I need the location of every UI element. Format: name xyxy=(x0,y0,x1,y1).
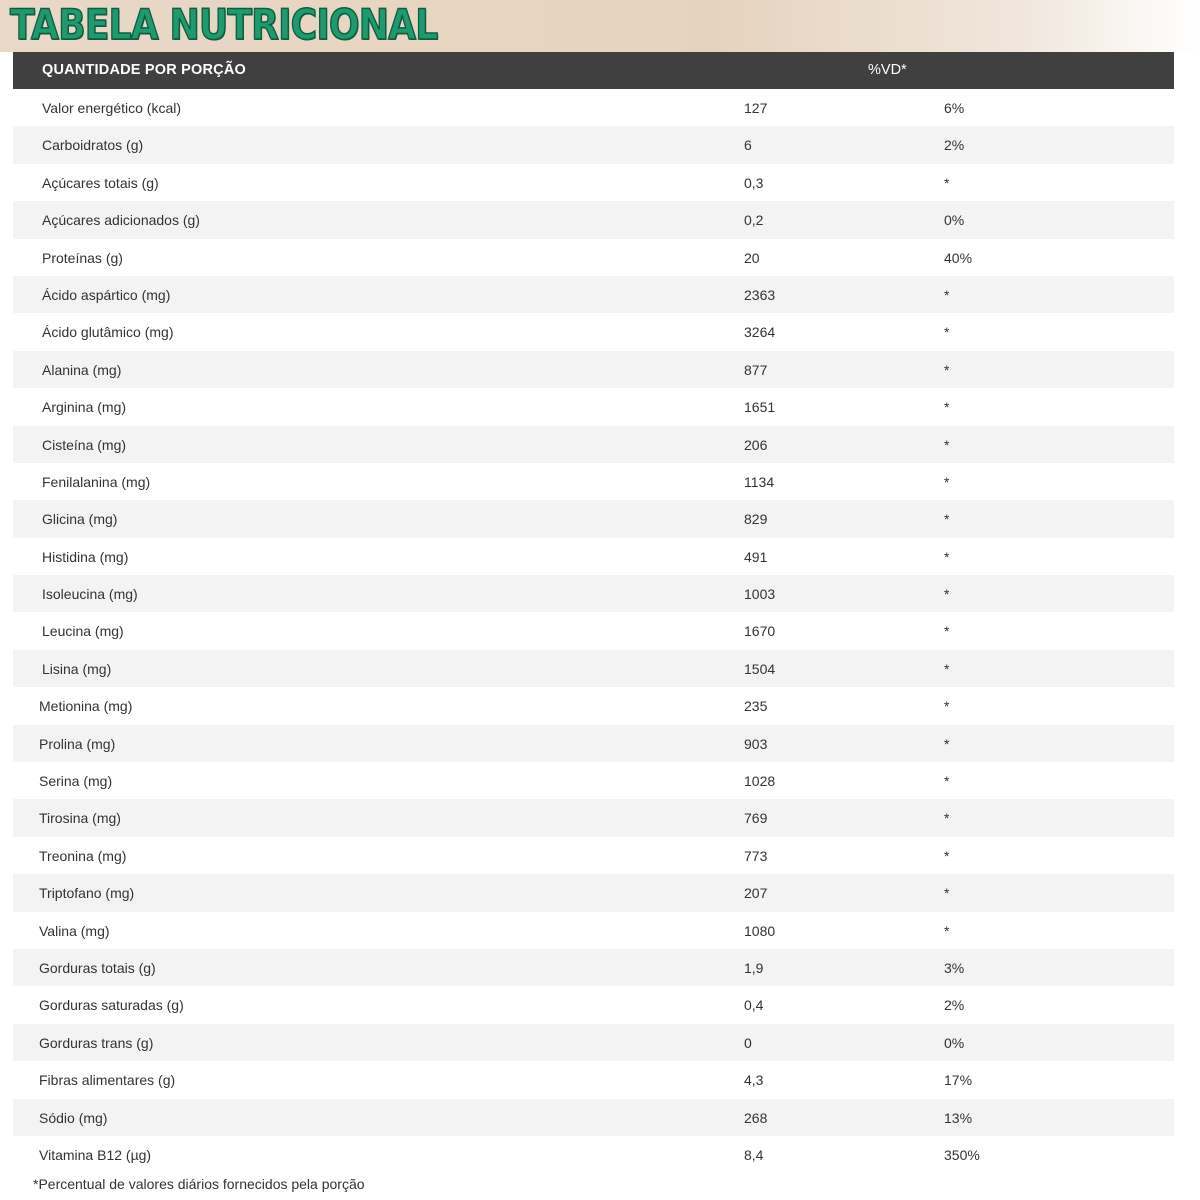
nutrient-name: Gorduras totais (g) xyxy=(39,959,156,976)
nutrient-quantity: 206 xyxy=(744,436,768,453)
nutrient-name: Prolina (mg) xyxy=(39,735,116,752)
nutrient-daily-value: 17% xyxy=(944,1072,973,1089)
nutrient-quantity: 4,3 xyxy=(744,1072,764,1089)
page-title: TABELA NUTRICIONAL xyxy=(10,0,438,49)
nutrient-name: Carboidratos (g) xyxy=(42,137,144,154)
table-row xyxy=(13,874,1174,911)
nutrient-quantity: 769 xyxy=(744,810,768,827)
nutrient-quantity: 1,9 xyxy=(744,959,764,976)
nutrient-daily-value: * xyxy=(944,623,950,640)
table-row xyxy=(13,126,1174,163)
nutrient-name: Treonina (mg) xyxy=(39,847,127,864)
nutrient-name: Isoleucina (mg) xyxy=(42,586,138,603)
table-row xyxy=(13,1024,1174,1061)
table-row xyxy=(13,725,1174,762)
nutrient-quantity: 6 xyxy=(744,137,752,154)
nutrient-daily-value: * xyxy=(944,174,950,191)
header-quantity-per-portion: QUANTIDADE POR PORÇÃO xyxy=(42,62,246,78)
nutrient-daily-value: * xyxy=(944,511,950,528)
table-row xyxy=(13,837,1174,874)
table-row xyxy=(13,426,1174,463)
nutrient-quantity: 877 xyxy=(744,361,768,378)
nutrient-quantity: 903 xyxy=(744,735,768,752)
nutrient-quantity: 491 xyxy=(744,548,768,565)
table-header xyxy=(13,52,1174,89)
table-body xyxy=(13,89,1174,1173)
nutrient-name: Sódio (mg) xyxy=(39,1109,108,1126)
nutrient-name: Triptofano (mg) xyxy=(39,885,135,902)
nutrient-name: Glicina (mg) xyxy=(42,511,118,528)
nutrient-name: Proteínas (g) xyxy=(42,249,123,266)
table-row xyxy=(13,201,1174,238)
title-banner xyxy=(0,0,1200,52)
nutrient-daily-value: * xyxy=(944,660,950,677)
table-row xyxy=(13,687,1174,724)
nutrient-daily-value: * xyxy=(944,436,950,453)
nutrient-daily-value: * xyxy=(944,773,950,790)
nutrient-name: Leucina (mg) xyxy=(42,623,124,640)
nutrient-name: Açúcares totais (g) xyxy=(42,174,159,191)
footnote: *Percentual de valores diários fornecidos pela porção xyxy=(33,1176,365,1192)
nutrient-daily-value: * xyxy=(944,286,950,303)
nutrient-name: Tirosina (mg) xyxy=(39,810,121,827)
table-row xyxy=(13,986,1174,1023)
nutrient-name: Gorduras saturadas (g) xyxy=(39,997,184,1014)
nutrient-quantity: 235 xyxy=(744,698,768,715)
header-daily-value: %VD* xyxy=(868,62,907,78)
nutrient-daily-value: 2% xyxy=(944,997,965,1014)
nutrient-daily-value: * xyxy=(944,586,950,603)
nutrient-quantity: 207 xyxy=(744,885,768,902)
nutrient-name: Alanina (mg) xyxy=(42,361,122,378)
nutrient-name: Gorduras trans (g) xyxy=(39,1034,154,1051)
nutrient-quantity: 3264 xyxy=(744,324,776,341)
nutrient-name: Lisina (mg) xyxy=(42,660,112,677)
nutrient-daily-value: * xyxy=(944,361,950,378)
nutrient-daily-value: 40% xyxy=(944,249,973,266)
table-row xyxy=(13,463,1174,500)
table-row xyxy=(13,612,1174,649)
nutrient-quantity: 268 xyxy=(744,1109,768,1126)
nutrient-daily-value: 6% xyxy=(944,100,965,116)
nutrient-quantity: 773 xyxy=(744,847,768,864)
table-row xyxy=(13,164,1174,201)
nutrient-name: Vitamina B12 (µg) xyxy=(39,1146,152,1163)
nutrient-name: Fenilalanina (mg) xyxy=(42,473,151,490)
nutrient-quantity: 0,4 xyxy=(744,997,764,1014)
table-row xyxy=(13,912,1174,949)
table-row xyxy=(13,239,1174,276)
nutrient-daily-value: * xyxy=(944,810,950,827)
nutrient-quantity: 1504 xyxy=(744,660,776,677)
nutrient-daily-value: * xyxy=(944,847,950,864)
table-row xyxy=(13,1061,1174,1098)
nutrient-daily-value: 13% xyxy=(944,1109,973,1126)
nutrient-daily-value: * xyxy=(944,399,950,416)
table-row xyxy=(13,1136,1174,1173)
nutrient-quantity: 1670 xyxy=(744,623,776,640)
table-row xyxy=(13,949,1174,986)
nutrient-daily-value: 350% xyxy=(944,1146,980,1163)
nutrition-table xyxy=(13,52,1174,1173)
nutrient-daily-value: * xyxy=(944,324,950,341)
nutrient-quantity: 2363 xyxy=(744,286,776,303)
nutrient-name: Metionina (mg) xyxy=(39,698,133,715)
nutrient-daily-value: * xyxy=(944,922,950,939)
table-row xyxy=(13,351,1174,388)
nutrient-quantity: 1028 xyxy=(744,773,776,790)
nutrient-quantity: 1080 xyxy=(744,922,776,939)
table-row xyxy=(13,276,1174,313)
nutrient-daily-value: * xyxy=(944,885,950,902)
nutrient-name: Arginina (mg) xyxy=(42,399,127,416)
table-row xyxy=(13,500,1174,537)
nutrient-daily-value: 0% xyxy=(944,1034,965,1051)
nutrient-name: Histidina (mg) xyxy=(42,548,129,565)
nutrient-name: Valina (mg) xyxy=(39,922,110,939)
table-row xyxy=(13,575,1174,612)
table-row xyxy=(13,1099,1174,1136)
table-row xyxy=(13,313,1174,350)
nutrient-quantity: 127 xyxy=(744,100,768,116)
nutrient-daily-value: * xyxy=(944,698,950,715)
nutrient-daily-value: 3% xyxy=(944,959,965,976)
nutrient-quantity: 20 xyxy=(744,249,760,266)
nutrient-daily-value: * xyxy=(944,735,950,752)
nutrient-name: Ácido aspártico (mg) xyxy=(42,286,171,303)
nutrient-name: Fibras alimentares (g) xyxy=(39,1072,176,1089)
nutrient-name: Cisteína (mg) xyxy=(42,436,127,453)
nutrient-name: Serina (mg) xyxy=(39,773,113,790)
nutrient-name: Ácido glutâmico (mg) xyxy=(42,324,174,341)
table-row xyxy=(13,650,1174,687)
nutrient-daily-value: 2% xyxy=(944,137,965,154)
nutrient-quantity: 8,4 xyxy=(744,1146,764,1163)
nutrient-name: Valor energético (kcal) xyxy=(42,100,182,116)
nutrient-quantity: 1003 xyxy=(744,586,776,603)
nutrient-quantity: 0,2 xyxy=(744,212,764,229)
nutrient-daily-value: * xyxy=(944,548,950,565)
table-row xyxy=(13,799,1174,836)
table-row xyxy=(13,538,1174,575)
table-row xyxy=(13,762,1174,799)
nutrient-quantity: 0 xyxy=(744,1034,752,1051)
table-row xyxy=(13,388,1174,425)
nutrient-quantity: 1651 xyxy=(744,399,776,416)
nutrient-name: Açúcares adicionados (g) xyxy=(42,212,200,229)
nutrient-quantity: 829 xyxy=(744,511,768,528)
nutrient-quantity: 1134 xyxy=(744,473,775,490)
table-row xyxy=(13,89,1174,126)
nutrient-daily-value: 0% xyxy=(944,212,965,229)
nutrient-daily-value: * xyxy=(944,473,950,490)
nutrient-quantity: 0,3 xyxy=(744,174,764,191)
